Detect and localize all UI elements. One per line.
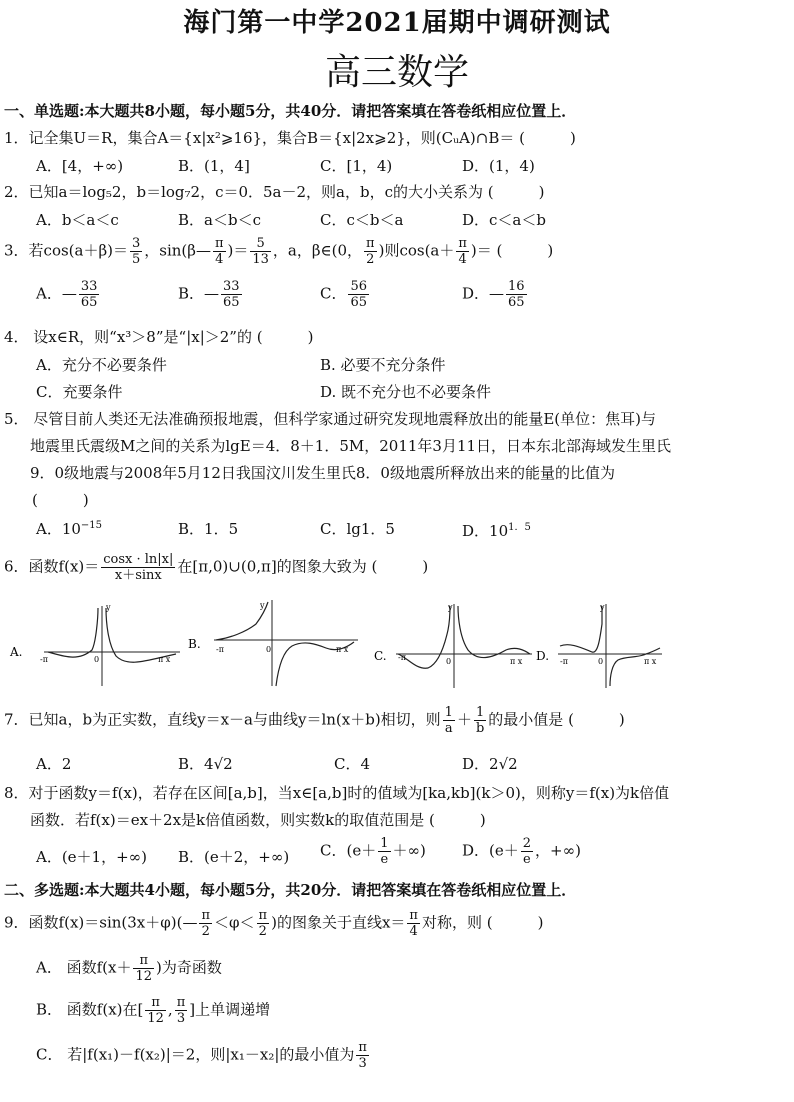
svg-text:y: y	[106, 603, 111, 612]
exam-subtitle: 高三数学	[324, 52, 469, 93]
svg-text:-π: -π	[216, 645, 224, 654]
q3-option-b: B．— $\frac{33}{65}$	[178, 279, 240, 310]
q6-graph-d	[534, 598, 674, 690]
question-5-line-4: ( )	[32, 491, 89, 509]
section-heading-single-choice: 一、单选题:本大题共8小题，每小题5分，共40分．请把答案填在答卷纸相应位置上．	[4, 102, 577, 120]
question-5-line-2: 地震里氏震级M之间的关系为lgE＝4．8＋1．5M，2011年3月11日，日本东北部海域发生里氏	[30, 437, 672, 455]
svg-text:π x: π x	[510, 657, 523, 666]
question-1-stem: 1．记全集U＝R，集合A＝{x|x²⩾16}，集合B＝{x|2x⩾2}，则(CᵤA)∩B＝ ( )	[4, 129, 576, 147]
q7-option-a: A．2	[36, 755, 72, 773]
svg-text:y: y	[448, 603, 453, 612]
question-5-line-1: 5． 尽管目前人类还无法准确预报地震，但科学家通过研究发现地震释放出的能量E(单位：焦耳)与	[4, 410, 656, 428]
q2-option-a: A．b＜a＜c	[36, 211, 119, 229]
q4-option-d: D. 既不充分也不必要条件	[320, 383, 492, 401]
exam-title: 海门第一中学2021届期中调研测试	[183, 8, 611, 38]
svg-text:-π: -π	[398, 653, 406, 662]
fraction: $\frac{1}{b}$	[475, 705, 485, 736]
q5-option-c: C．lg1．5	[320, 520, 395, 538]
svg-text:π x: π x	[336, 645, 349, 654]
fraction: $\frac{\pi}{2}$	[366, 236, 375, 267]
svg-text:-π: -π	[40, 655, 48, 664]
q7-option-c: C．4	[334, 755, 371, 773]
question-3-stem: 3．若cos(a＋β)＝ $\frac{3}{5}$ ，sin(β— $\frac{\pi}{4}$ )＝ $\frac{5}{13}$ ，a，β∈(0， $\frac{\pi}{2}$ )则cos(a＋ $\frac{\pi}{4}$ )＝ ( )	[4, 236, 554, 267]
q2-option-d: D．c＜a＜b	[462, 211, 546, 229]
q9-option-b: B． 函数f(x)在[ $\frac{\pi}{12}$ , $\frac{\pi}{3}$ ]上单调递增	[36, 995, 271, 1026]
q8-option-c: C．(e＋ $\frac{1}{e}$ ＋∞)	[320, 836, 426, 867]
question-8-line-1: 8．对于函数y＝f(x)，若存在区间[a,b]，当x∈[a,b]时的值域为[ka,kb](k＞0)，则称y＝f(x)为k倍值	[4, 784, 670, 802]
question-8-line-2: 函数．若f(x)＝ex＋2x是k倍值函数，则实数k的取值范围是 ( )	[30, 811, 486, 829]
q8-option-a: A．(e＋1，+∞)	[36, 848, 148, 866]
q7-option-b: B．4√2	[178, 755, 233, 773]
svg-text:B.: B.	[188, 637, 201, 651]
q9-option-a: A． 函数f(x＋ $\frac{\pi}{12}$ )为奇函数	[36, 953, 222, 984]
q5-option-d: D．$10^{1.5}$	[462, 522, 531, 540]
q2-option-b: B．a＜b＜c	[178, 211, 261, 229]
q7-option-d: D．2√2	[462, 755, 518, 773]
question-7-stem: 7．已知a，b为正实数，直线y＝x－a与曲线y＝ln(x＋b)相切，则 $\frac{1}{a}$ ＋ $\frac{1}{b}$ 的最小值是 ( )	[4, 705, 625, 736]
fraction: $\frac{3}{5}$	[132, 236, 141, 267]
question-2-stem: 2．已知a＝log₅2，b＝log₇2，c＝0．5a－2，则a，b，c的大小关系为 ( )	[4, 183, 545, 201]
svg-text:π x: π x	[644, 657, 657, 666]
q2-option-c: C．c＜b＜a	[320, 211, 404, 229]
q3-option-a: A．— $\frac{33}{65}$	[36, 279, 98, 310]
q5-option-b: B．1．5	[178, 520, 239, 538]
svg-text:0: 0	[94, 655, 100, 664]
fraction: $\frac{\pi}{4}$	[409, 908, 418, 939]
svg-text:π x: π x	[158, 655, 171, 664]
q9-option-c: C． 若|f(x₁)－f(x₂)|＝2，则|x₁－x₂|的最小值为 $\frac{\pi}{3}$	[36, 1040, 367, 1071]
q6-graph-c	[372, 598, 542, 690]
svg-text:y: y	[260, 601, 265, 610]
q1-option-a: A．[4，+∞)	[36, 157, 124, 175]
question-9-stem: 9．函数f(x)＝sin(3x＋φ)(— $\frac{\pi}{2}$ ＜φ＜ $\frac{\pi}{2}$ )的图象关于直线x＝ $\frac{\pi}{4}$ 对称，则 ( )	[4, 908, 544, 939]
svg-text:0: 0	[266, 645, 272, 654]
q4-option-a: A．充分不必要条件	[36, 356, 167, 374]
q1-option-b: B．(1，4]	[178, 157, 250, 175]
q1-option-d: D．(1，4)	[462, 157, 535, 175]
svg-text:y: y	[600, 603, 605, 612]
svg-text:0: 0	[598, 657, 604, 666]
question-4-stem: 4． 设x∈R，则“x³＞8”是“|x|＞2”的 ( )	[4, 328, 314, 346]
fraction: $\frac{\pi}{4}$	[214, 236, 224, 267]
svg-text:0: 0	[446, 657, 452, 666]
svg-text:C.: C.	[374, 649, 387, 663]
q1-option-c: C．[1，4)	[320, 157, 393, 175]
q6-graph-a	[8, 598, 188, 690]
q8-option-b: B．(e＋2，+∞)	[178, 848, 290, 866]
q6-graph-b	[186, 598, 366, 690]
q3-option-c: C． $\frac{56}{65}$	[320, 279, 368, 310]
q4-option-c: C．充要条件	[36, 383, 123, 401]
question-6-stem: 6．函数f(x)＝ $\frac{\cos x \cdot \ln|x|}{x+\sin x}$ 在[π,0)∪(0,π]的图象大致为 ( )	[4, 552, 429, 583]
svg-text:-π: -π	[560, 657, 568, 666]
fraction: $\frac{\cos x \cdot \ln|x|}{x+\sin x}$	[103, 552, 174, 583]
fraction: $\frac{1}{a}$	[444, 705, 453, 736]
question-5-line-3: 9．0级地震与2008年5月12日我国汶川发生里氏8．0级地震所释放出来的能量的比值为	[30, 464, 615, 482]
fraction: $\frac{\pi}{4}$	[458, 236, 467, 267]
fraction: $\frac{5}{13}$	[252, 236, 269, 267]
svg-text:D.: D.	[536, 649, 550, 663]
section-heading-multiple-choice: 二、多选题:本大题共4小题，每小题5分，共20分．请把答案填在答卷纸相应位置上．	[4, 881, 577, 899]
svg-text:A.: A.	[10, 645, 23, 659]
fraction: $\frac{\pi}{2}$	[201, 908, 211, 939]
q5-option-a: A．$10^{-15}$	[36, 520, 103, 538]
q4-option-b: B. 必要不充分条件	[320, 356, 446, 374]
q8-option-d: D．(e＋ $\frac{2}{e}$ ，+∞)	[462, 836, 581, 867]
q3-option-d: D．— $\frac{16}{65}$	[462, 279, 525, 310]
fraction: $\frac{\pi}{2}$	[258, 908, 268, 939]
